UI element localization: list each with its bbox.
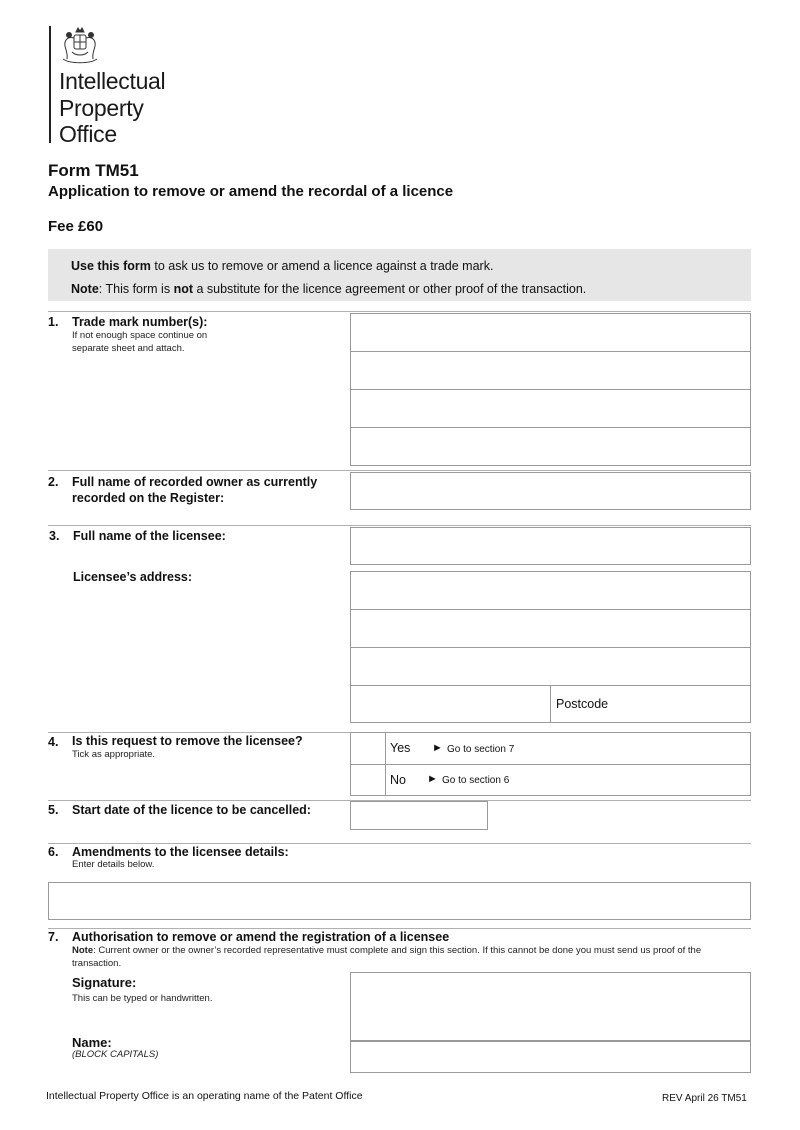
name-field[interactable] <box>350 1041 751 1073</box>
section-4-note: Tick as appropriate. <box>72 749 156 760</box>
postcode-label: Postcode <box>556 697 609 711</box>
section-5-title: Start date of the licence to be cancelled: <box>72 803 311 817</box>
section-2-divider <box>48 470 751 471</box>
trade-mark-row-line-2 <box>351 389 750 390</box>
section-1-divider <box>48 311 751 312</box>
no-label: No <box>390 773 406 787</box>
info-line-2 <box>71 282 586 296</box>
royal-coat-of-arms-icon <box>58 26 102 66</box>
licensee-address-field[interactable] <box>350 571 751 723</box>
name-label: Name: <box>72 1035 112 1050</box>
yes-goto-text: Go to section 7 <box>447 744 515 755</box>
trade-mark-row-line-3 <box>351 427 750 428</box>
licensee-name-field[interactable] <box>350 527 751 565</box>
section-7-note-text: : Current owner or the owner’s recorded representative must complete and sign this section. If this cannot be done you must send us proof of the transaction. <box>72 945 702 969</box>
section-7-note-bold: Note <box>72 945 94 956</box>
checkbox-column-line <box>385 733 386 795</box>
form-fee: Fee £60 <box>48 218 104 235</box>
logo-line-2: Property <box>59 94 144 121</box>
info-line-1-text: to ask us to remove or amend a licence against a trade mark. <box>150 259 494 273</box>
section-2-number: 2. <box>48 475 59 489</box>
no-goto-text: Go to section 6 <box>442 775 510 786</box>
section-6-title: Amendments to the licensee details: <box>72 845 289 859</box>
yes-label: Yes <box>390 741 411 755</box>
section-5-number: 5. <box>48 803 59 817</box>
section-1-title: Trade mark number(s): <box>72 315 208 329</box>
logo-line-1: Intellectual <box>59 68 166 94</box>
section-7-note <box>72 945 740 970</box>
name-note: (BLOCK CAPITALS) <box>72 1049 159 1060</box>
section-3-number: 3. <box>49 529 60 543</box>
trade-mark-row-line-1 <box>351 351 750 352</box>
address-row-line-1 <box>351 609 750 610</box>
logo-divider <box>49 26 51 143</box>
recorded-owner-name-field[interactable] <box>350 472 751 510</box>
no-checkbox[interactable] <box>351 764 385 795</box>
section-1-note: If not enough space continue on separate sheet and attach. <box>72 330 208 354</box>
info-line-2-text-a: : This form is <box>98 282 174 296</box>
info-line-1 <box>71 259 493 273</box>
info-line-2-text-b: a substitute for the licence agreement or other proof of the transaction. <box>193 282 587 296</box>
form-subtitle: Application to remove or amend the recordal of a licence <box>48 183 454 200</box>
amendments-details-field[interactable] <box>48 882 751 920</box>
postcode-separator <box>550 685 551 722</box>
section-4-number: 4. <box>48 735 59 749</box>
licensee-address-label: Licensee’s address: <box>73 570 193 584</box>
yes-checkbox[interactable] <box>351 733 385 764</box>
section-6-number: 6. <box>48 845 59 859</box>
info-box <box>48 249 751 301</box>
section-6-note: Enter details below. <box>72 859 155 870</box>
info-note-bold: Note <box>71 282 99 296</box>
logo-wordmark <box>59 68 165 148</box>
arrow-right-icon: ► <box>432 742 443 754</box>
signature-label: Signature: <box>72 975 137 990</box>
section-3-divider <box>48 525 751 526</box>
section-2-title: Full name of recorded owner as currently recorded on the Register: <box>72 475 318 505</box>
trade-mark-numbers-field[interactable] <box>350 313 751 466</box>
signature-field[interactable] <box>350 972 751 1041</box>
info-not-bold: not <box>173 282 193 296</box>
form-title: Form TM51 <box>48 161 139 180</box>
licence-start-date-field[interactable] <box>350 801 488 830</box>
logo-line-3: Office <box>59 121 117 147</box>
section-7-title: Authorisation to remove or amend the registration of a licensee <box>72 930 450 944</box>
footer-revision: REV April 26 TM51 <box>662 1093 747 1104</box>
footer-text: Intellectual Property Office is an operating name of the Patent Office <box>46 1090 363 1102</box>
arrow-right-icon: ► <box>427 773 438 785</box>
section-3-title: Full name of the licensee: <box>73 529 226 543</box>
info-line-1-bold: Use this form <box>71 259 151 273</box>
section-4-title: Is this request to remove the licensee? <box>72 734 303 748</box>
section-7-number: 7. <box>48 930 59 944</box>
section-1-number: 1. <box>48 315 59 329</box>
address-row-line-2 <box>351 647 750 648</box>
signature-note: This can be typed or handwritten. <box>72 993 213 1004</box>
options-row-line <box>351 764 750 765</box>
